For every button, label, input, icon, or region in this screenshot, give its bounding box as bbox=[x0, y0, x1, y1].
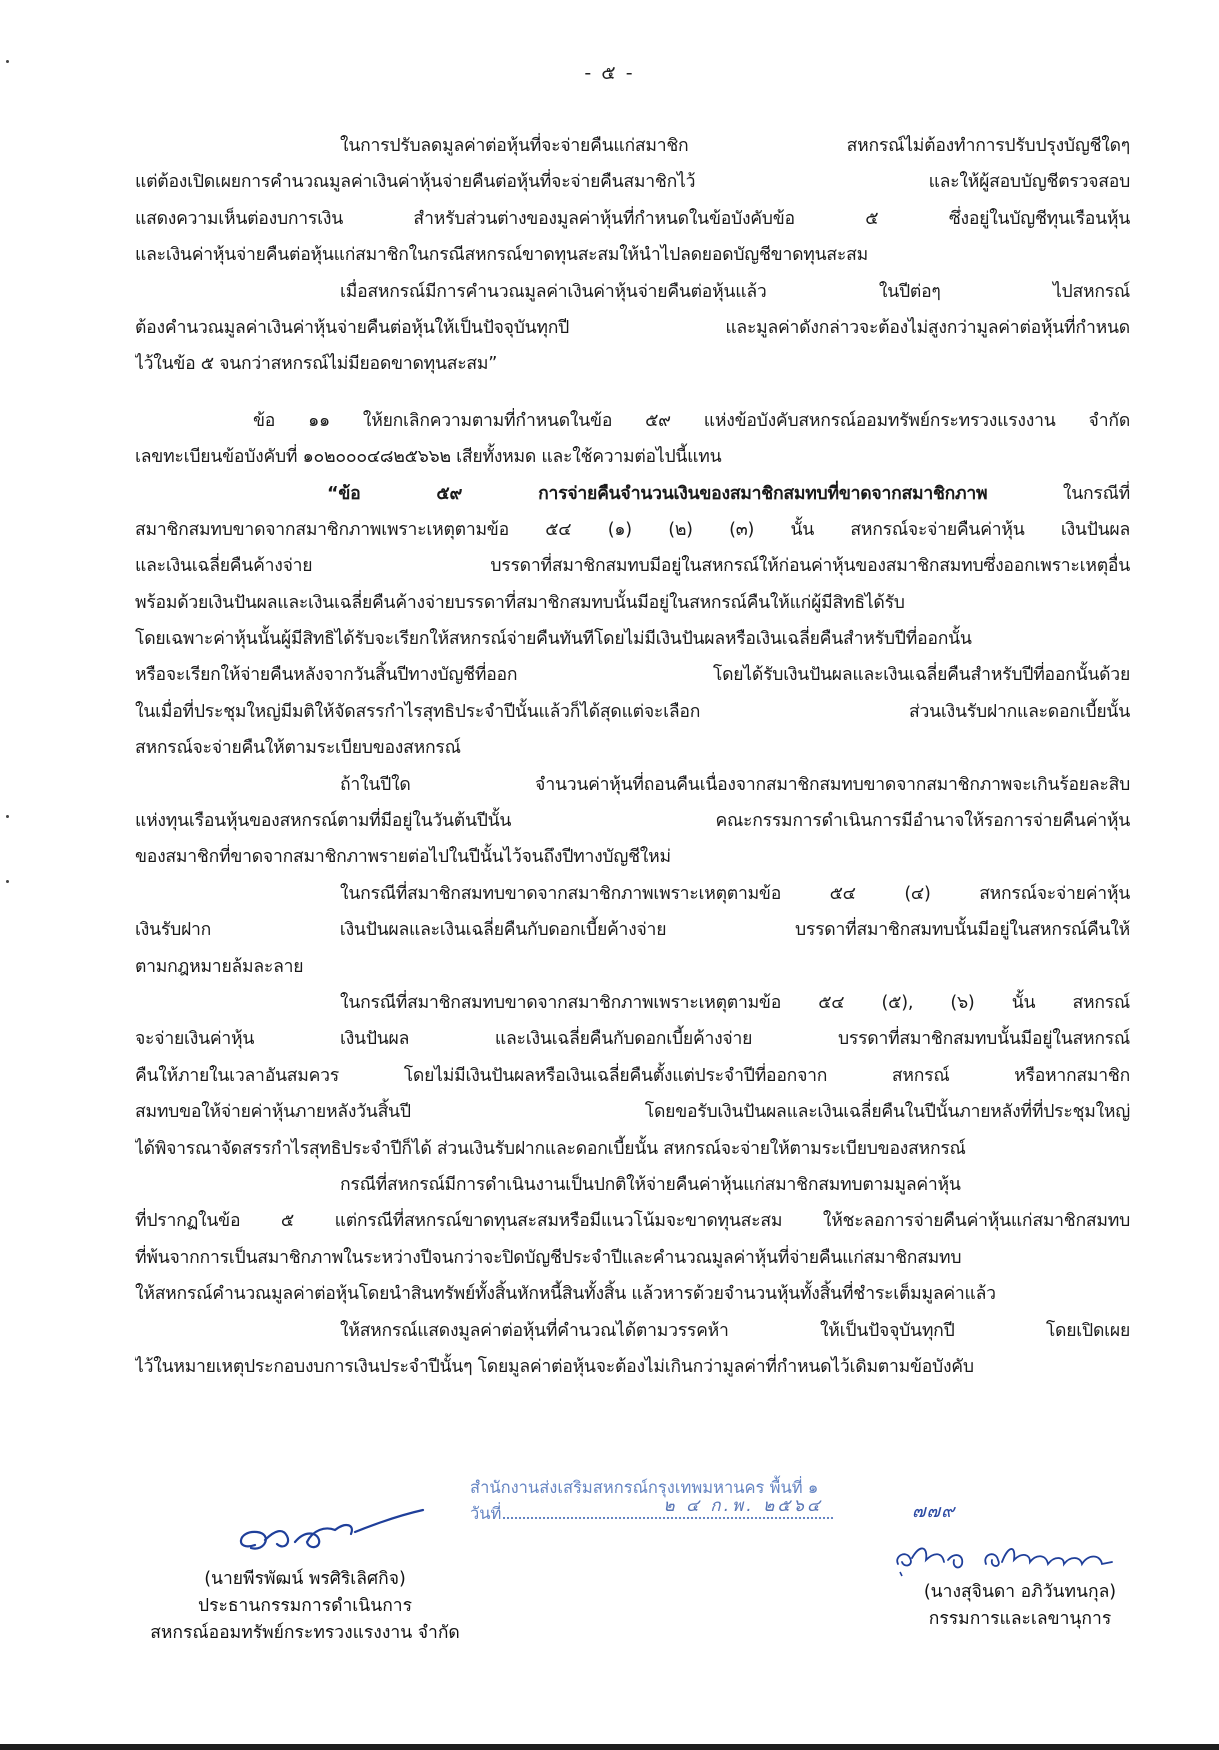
scan-bottom-edge bbox=[0, 1744, 1219, 1750]
scan-speck bbox=[6, 815, 9, 818]
text-line: แห่งทุนเรือนหุ้นของสหกรณ์ตามที่มีอยู่ในวันต้นปีนั้น คณะกรรมการดำเนินการมีอำนาจให้รอการจ่ายคืนค่าหุ้น bbox=[135, 811, 1130, 832]
chairman-organization: สหกรณ์ออมทรัพย์กระทรวงแรงงาน จำกัด bbox=[150, 1623, 460, 1643]
text-line: ได้พิจารณาจัดสรรกำไรสุทธิประจำปีก็ได้ ส่วนเงินรับฝากและดอกเบี้ยนั้น สหกรณ์จะจ่ายให้ตามระเบียบของสหกรณ์ bbox=[135, 1138, 966, 1159]
chairman-signature-block bbox=[130, 1566, 480, 1647]
text-line: ที่ปรากฏในข้อ ๕ แต่กรณีที่สหกรณ์ขาดทุนสะสมหรือมีแนวโน้มจะขาดทุนสะสม ให้ชะลอการจ่ายคืนค่าหุ้นแก่สมาชิกสมทบ bbox=[135, 1211, 1130, 1232]
text-line: ไว้ในข้อ ๕ จนกว่าสหกรณ์ไม่มียอดขาดทุนสะสม” bbox=[135, 354, 498, 375]
text-line: สมาชิกสมทบขาดจากสมาชิกภาพเพราะเหตุตามข้อ ๕๔ (๑) (๒) (๓) นั้น สหกรณ์จะจ่ายคืนค่าหุ้น เงินปันผล bbox=[135, 519, 1130, 540]
paragraph-annual-recalculation bbox=[135, 274, 1130, 383]
paragraph-disclosure bbox=[135, 1313, 1130, 1386]
text-line: ของสมาชิกที่ขาดจากสมาชิกภาพรายต่อไปในปีนั้นไว้จนถึงปีทางบัญชีใหม่ bbox=[135, 847, 671, 868]
stamp-date-label: วันที่ bbox=[470, 1504, 502, 1523]
document-body bbox=[135, 128, 1130, 1385]
stamp-date-row bbox=[470, 1496, 940, 1527]
stamp-date-value: ๒ ๔ ก.พ. ๒๕๖๔ bbox=[663, 1496, 823, 1516]
text-line: ไว้ในหมายเหตุประกอบงบการเงินประจำปีนั้นๆ โดยมูลค่าต่อหุ้นจะต้องไม่เกินกว่ามูลค่าที่กำหนดไว้เดิมตามข้อบังคับ bbox=[135, 1356, 974, 1377]
paragraph-clause-11 bbox=[135, 403, 1130, 476]
stamp-office: สำนักงานส่งเสริมสหกรณ์กรุงเทพมหานคร พื้นที่ ๑ bbox=[470, 1478, 819, 1497]
scan-speck bbox=[6, 880, 9, 883]
stamp-date-dotted-line bbox=[503, 1496, 833, 1519]
chairman-name: (นายพีรพัฒน์ พรศิริเลิศกิจ) bbox=[204, 1569, 406, 1589]
text-line: แสดงความเห็นต่องบการเงิน สำหรับส่วนต่างของมูลค่าหุ้นที่กำหนดในข้อบังคับข้อ ๕ ซึ่งอยู่ในบัญชีทุนเรือนหุ้น bbox=[135, 208, 1130, 229]
secretary-position: กรรมการและเลขานุการ bbox=[928, 1609, 1112, 1629]
paragraph-clause-54-5-6 bbox=[135, 985, 1130, 1167]
clause-heading-tail: ในกรณีที่ bbox=[987, 483, 1130, 504]
text-line: ต้องคำนวณมูลค่าเงินค่าหุ้นจ่ายคืนต่อหุ้นให้เป็นปัจจุบันทุกปี และมูลค่าดังกล่าวจะต้องไม่สูงกว่ามูลค่าต่อหุ้นที่กำหนด bbox=[135, 317, 1130, 338]
text-line: ให้สหกรณ์แสดงมูลค่าต่อหุ้นที่คำนวณได้ตามวรรคห้า ให้เป็นปัจจุบันทุกปี โดยเปิดเผย bbox=[340, 1320, 1130, 1341]
text-line: สหกรณ์จะจ่ายคืนให้ตามระเบียบของสหกรณ์ bbox=[135, 738, 461, 759]
chairman-signature-icon bbox=[225, 1500, 425, 1560]
text-line: ในการปรับลดมูลค่าต่อหุ้นที่จะจ่ายคืนแก่สมาชิก สหกรณ์ไม่ต้องทำการปรับปรุงบัญชีใดๆ bbox=[340, 136, 1130, 156]
text-line: คืนให้ภายในเวลาอันสมควร โดยไม่มีเงินปันผลหรือเงินเฉลี่ยคืนตั้งแต่ประจำปีที่ออกจาก สหกรณ์ หรือหากสมาชิก bbox=[135, 1065, 1130, 1086]
text-line: พร้อมด้วยเงินปันผลและเงินเฉลี่ยคืนค้างจ่ายบรรดาที่สมาชิกสมทบนั้นมีอยู่ในสหกรณ์คืนให้แก่ผู้มีสิทธิได้รับ bbox=[135, 592, 905, 613]
text-line: เงินรับฝาก เงินปันผลและเงินเฉลี่ยคืนกับดอกเบี้ยค้างจ่าย บรรดาที่สมาชิกสมทบนั้นมีอยู่ในสหกรณ์คืนให้ bbox=[135, 920, 1130, 941]
text-line: เมื่อสหกรณ์มีการคำนวณมูลค่าเงินค่าหุ้นจ่ายคืนต่อหุ้นแล้ว ในปีต่อๆ ไปสหกรณ์ bbox=[340, 281, 1130, 302]
secretary-signature-block bbox=[880, 1579, 1160, 1633]
text-line: เลขทะเบียนข้อบังคับที่ ๑๐๒๐๐๐๔๘๒๕๖๖๒ เสียทั้งหมด และใช้ความต่อไปนี้แทน bbox=[135, 447, 722, 468]
secretary-name: (นางสุจินดา อภิวันทนกุล) bbox=[923, 1582, 1117, 1602]
text-line: ข้อ ๑๑ ให้ยกเลิกความตามที่กำหนดในข้อ ๕๙ แห่งข้อบังคับสหกรณ์ออมทรัพย์กระทรวงแรงงาน จำกัด bbox=[253, 410, 1130, 431]
secretary-signature-icon bbox=[890, 1538, 1120, 1578]
text-line: กรณีที่สหกรณ์มีการดำเนินงานเป็นปกติให้จ่ายคืนค่าหุ้นแก่สมาชิกสมทบตามมูลค่าหุ้น bbox=[340, 1174, 961, 1195]
text-line: และเงินค่าหุ้นจ่ายคืนต่อหุ้นแก่สมาชิกในกรณีสหกรณ์ขาดทุนสะสมให้นำไปลดยอดบัญชีขาดทุนสะสม bbox=[135, 245, 868, 266]
text-line: แต่ต้องเปิดเผยการคำนวณมูลค่าเงินค่าหุ้นจ่ายคืนต่อหุ้นที่จะจ่ายคืนสมาชิกไว้ และให้ผู้สอบบัญชีตรวจสอบ bbox=[135, 172, 1130, 193]
receipt-stamp bbox=[470, 1475, 940, 1527]
text-line: ในเมื่อที่ประชุมใหญ่มีมติให้จัดสรรกำไรสุทธิประจำปีนั้นแล้วก็ได้สุดแต่จะเลือก ส่วนเงินรับฝากและดอกเบี้ยนั้น bbox=[135, 701, 1130, 722]
text-line: ถ้าในปีใด จำนวนค่าหุ้นที่ถอนคืนเนื่องจากสมาชิกสมทบขาดจากสมาชิกภาพจะเกินร้อยละสิบ bbox=[340, 774, 1130, 795]
clause-heading-line bbox=[135, 476, 1130, 512]
paragraph-clause-59 bbox=[135, 476, 1130, 767]
paragraph-bankruptcy bbox=[135, 876, 1130, 985]
stamp-receipt-number: ๗๗๙ bbox=[912, 1501, 956, 1522]
text-line: และเงินเฉลี่ยคืนค้างจ่าย บรรดาที่สมาชิกสมทบมีอยู่ในสหกรณ์ให้ก่อนค่าหุ้นของสมาชิกสมทบซึ่งออกเพราะเหตุอื่น bbox=[135, 556, 1130, 577]
text-line: ให้สหกรณ์คำนวณมูลค่าต่อหุ้นโดยนำสินทรัพย์ทั้งสิ้นหักหนี้สินทั้งสิ้น แล้วหารด้วยจำนวนหุ้นทั้งสิ้นที่ชำระเต็มมูลค่าแล้ว bbox=[135, 1284, 996, 1305]
paragraph-gap bbox=[135, 383, 1130, 403]
text-line: จะจ่ายเงินค่าหุ้น เงินปันผล และเงินเฉลี่ยคืนกับดอกเบี้ยค้างจ่าย บรรดาที่สมาชิกสมทบนั้นมีอยู่ในสหกรณ์ bbox=[135, 1029, 1130, 1050]
text-line: หรือจะเรียกให้จ่ายคืนหลังจากวันสิ้นปีทางบัญชีที่ออก โดยได้รับเงินปันผลและเงินเฉลี่ยคืนสำหรับปีที่ออกนั้นด้วย bbox=[135, 665, 1130, 686]
text-line: ในกรณีที่สมาชิกสมทบขาดจากสมาชิกภาพเพราะเหตุตามข้อ ๕๔ (๕), (๖) นั้น สหกรณ์ bbox=[340, 992, 1130, 1013]
text-line: ตามกฎหมายล้มละลาย bbox=[135, 956, 304, 977]
page-number: - ๕ - bbox=[584, 62, 635, 84]
text-line: สมทบขอให้จ่ายค่าหุ้นภายหลังวันสิ้นปี โดยขอรับเงินปันผลและเงินเฉลี่ยคืนในปีนั้นภายหลังที่ที่ประชุมใหญ่ bbox=[135, 1102, 1130, 1123]
paragraph-normal-operation bbox=[135, 1167, 1130, 1313]
paragraph-ten-percent-limit bbox=[135, 767, 1130, 876]
clause-heading: “ข้อ ๕๙ การจ่ายคืนจำนวนเงินของสมาชิกสมทบที่ขาดจากสมาชิกภาพ bbox=[327, 483, 988, 504]
chairman-position: ประธานกรรมการดำเนินการ bbox=[197, 1596, 413, 1616]
text-line: โดยเฉพาะค่าหุ้นนั้นผู้มีสิทธิได้รับจะเรียกให้สหกรณ์จ่ายคืนทันทีโดยไม่มีเงินปันผลหรือเงินเฉลี่ยคืนสำหรับปีที่ออกนั้น bbox=[135, 629, 972, 650]
text-line: ในกรณีที่สมาชิกสมทบขาดจากสมาชิกภาพเพราะเหตุตามข้อ ๕๔ (๔) สหกรณ์จะจ่ายค่าหุ้น bbox=[340, 883, 1130, 904]
scan-speck bbox=[6, 60, 9, 63]
paragraph-share-value-adjustment bbox=[135, 128, 1130, 274]
text-line: ที่พ้นจากการเป็นสมาชิกภาพในระหว่างปีจนกว่าจะปิดบัญชีประจำปีและคำนวณมูลค่าหุ้นที่จ่ายคืนแก่สมาชิกสมทบ bbox=[135, 1247, 962, 1268]
